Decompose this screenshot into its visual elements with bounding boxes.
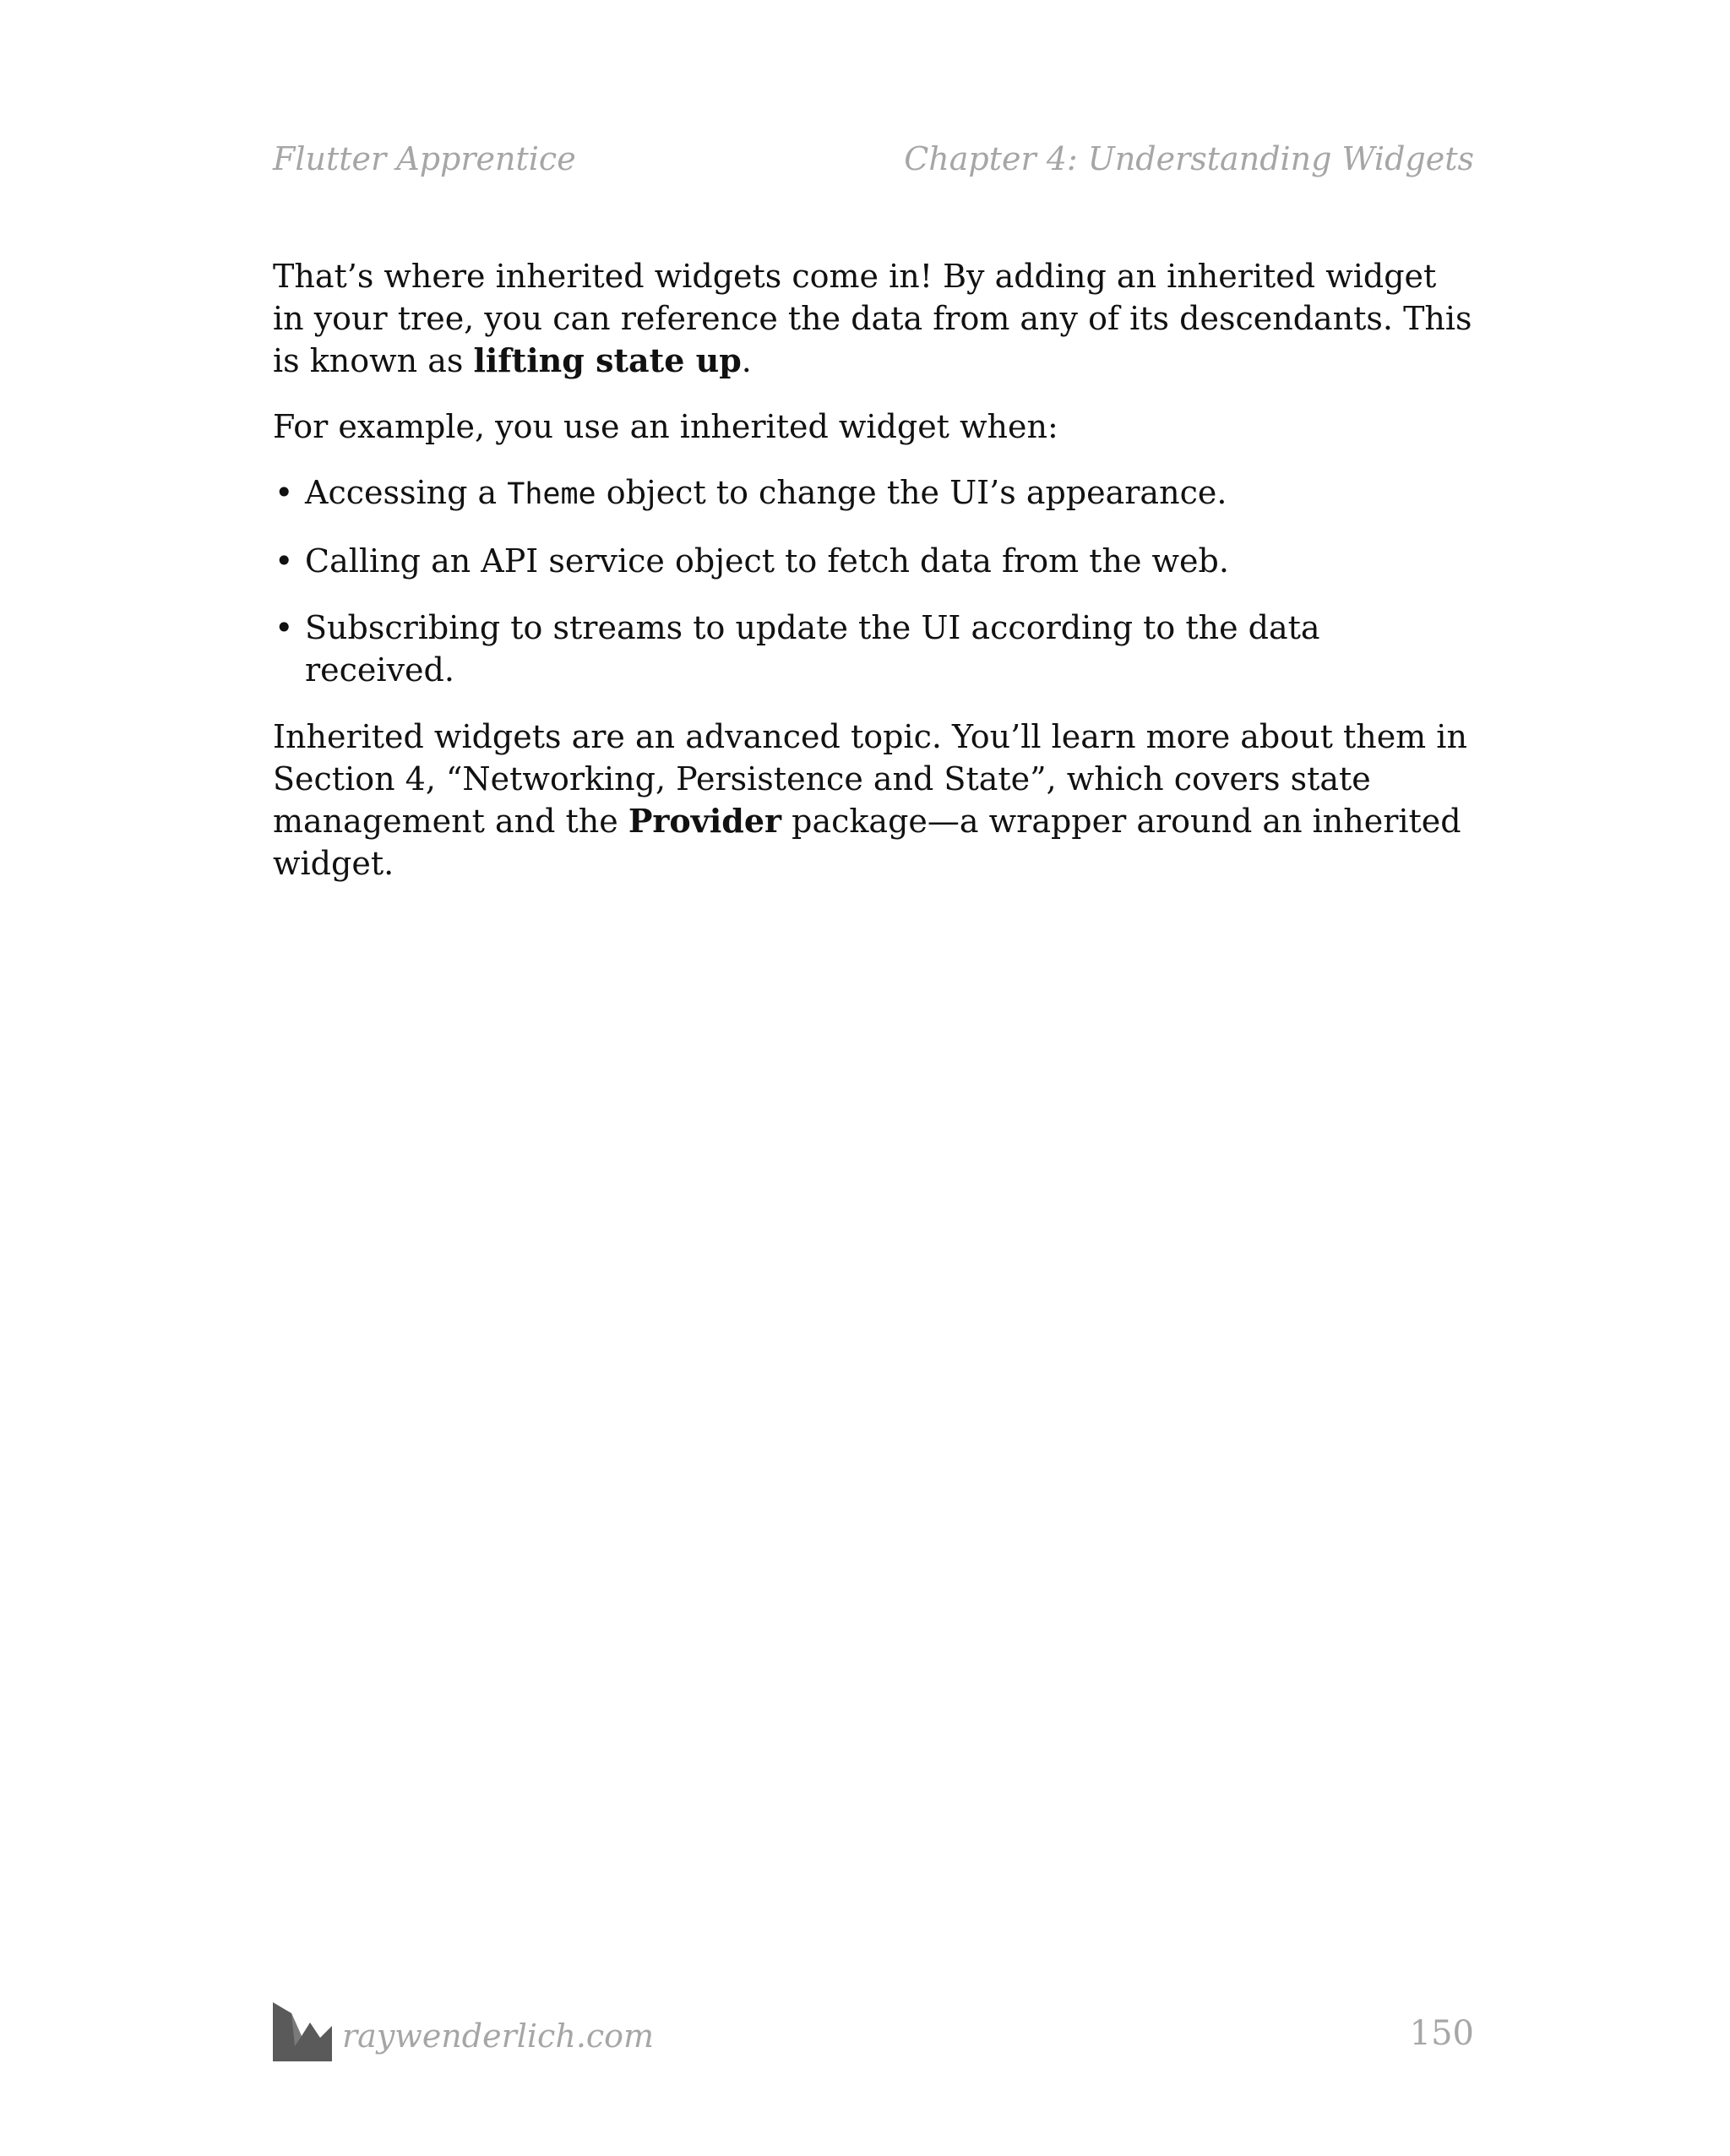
list-item-text-after: object to change the UI’s appearance. bbox=[596, 474, 1227, 511]
bullet-icon: • bbox=[275, 474, 294, 511]
paragraph-example-intro: For example, you use an inherited widget when: bbox=[273, 408, 1058, 445]
running-header bbox=[273, 140, 1474, 191]
page-footer bbox=[273, 1995, 1474, 2063]
paragraph-text: Inherited widgets are an advanced topic. You’ll learn more about them in Section 4, “Networking, Persistence and State”, which covers state management and the bbox=[273, 718, 1467, 840]
bullet-icon: • bbox=[275, 542, 294, 580]
list-item bbox=[273, 471, 1474, 515]
list-item bbox=[273, 540, 1474, 582]
paragraph-inherited-widgets-intro bbox=[273, 255, 1474, 382]
paragraph-text: That’s where inherited widgets come in! By adding an inherited widget in your tree, you can reference the data from any of its descendants. This is known as bbox=[273, 258, 1472, 379]
bold-term-lifting-state-up: lifting state up bbox=[473, 341, 742, 379]
list-item-text: Subscribing to streams to update the UI according to the data received. bbox=[305, 609, 1320, 689]
chapter-title: Chapter 4: Understanding Widgets bbox=[904, 140, 1474, 177]
paragraph-inherited-widgets-advanced bbox=[273, 716, 1474, 885]
bullet-icon: • bbox=[275, 609, 294, 646]
list-item-text: Calling an API service object to fetch data from the web. bbox=[305, 542, 1229, 580]
list-item-text: Accessing a bbox=[305, 474, 508, 511]
page-number: 150 bbox=[1409, 2014, 1474, 2053]
paragraph-end: . bbox=[741, 342, 752, 379]
list-item bbox=[273, 607, 1474, 691]
raywenderlich-logo-icon bbox=[273, 2002, 332, 2061]
bold-term-provider: Provider bbox=[628, 802, 782, 840]
book-title: Flutter Apprentice bbox=[273, 140, 576, 177]
paragraph-end: package—a wrapper around an inherited widget. bbox=[273, 803, 1461, 882]
page-content bbox=[273, 255, 1474, 908]
inline-code-theme: Theme bbox=[507, 477, 596, 511]
footer-site-name: raywenderlich.com bbox=[342, 2017, 655, 2055]
bullet-list bbox=[273, 471, 1474, 691]
